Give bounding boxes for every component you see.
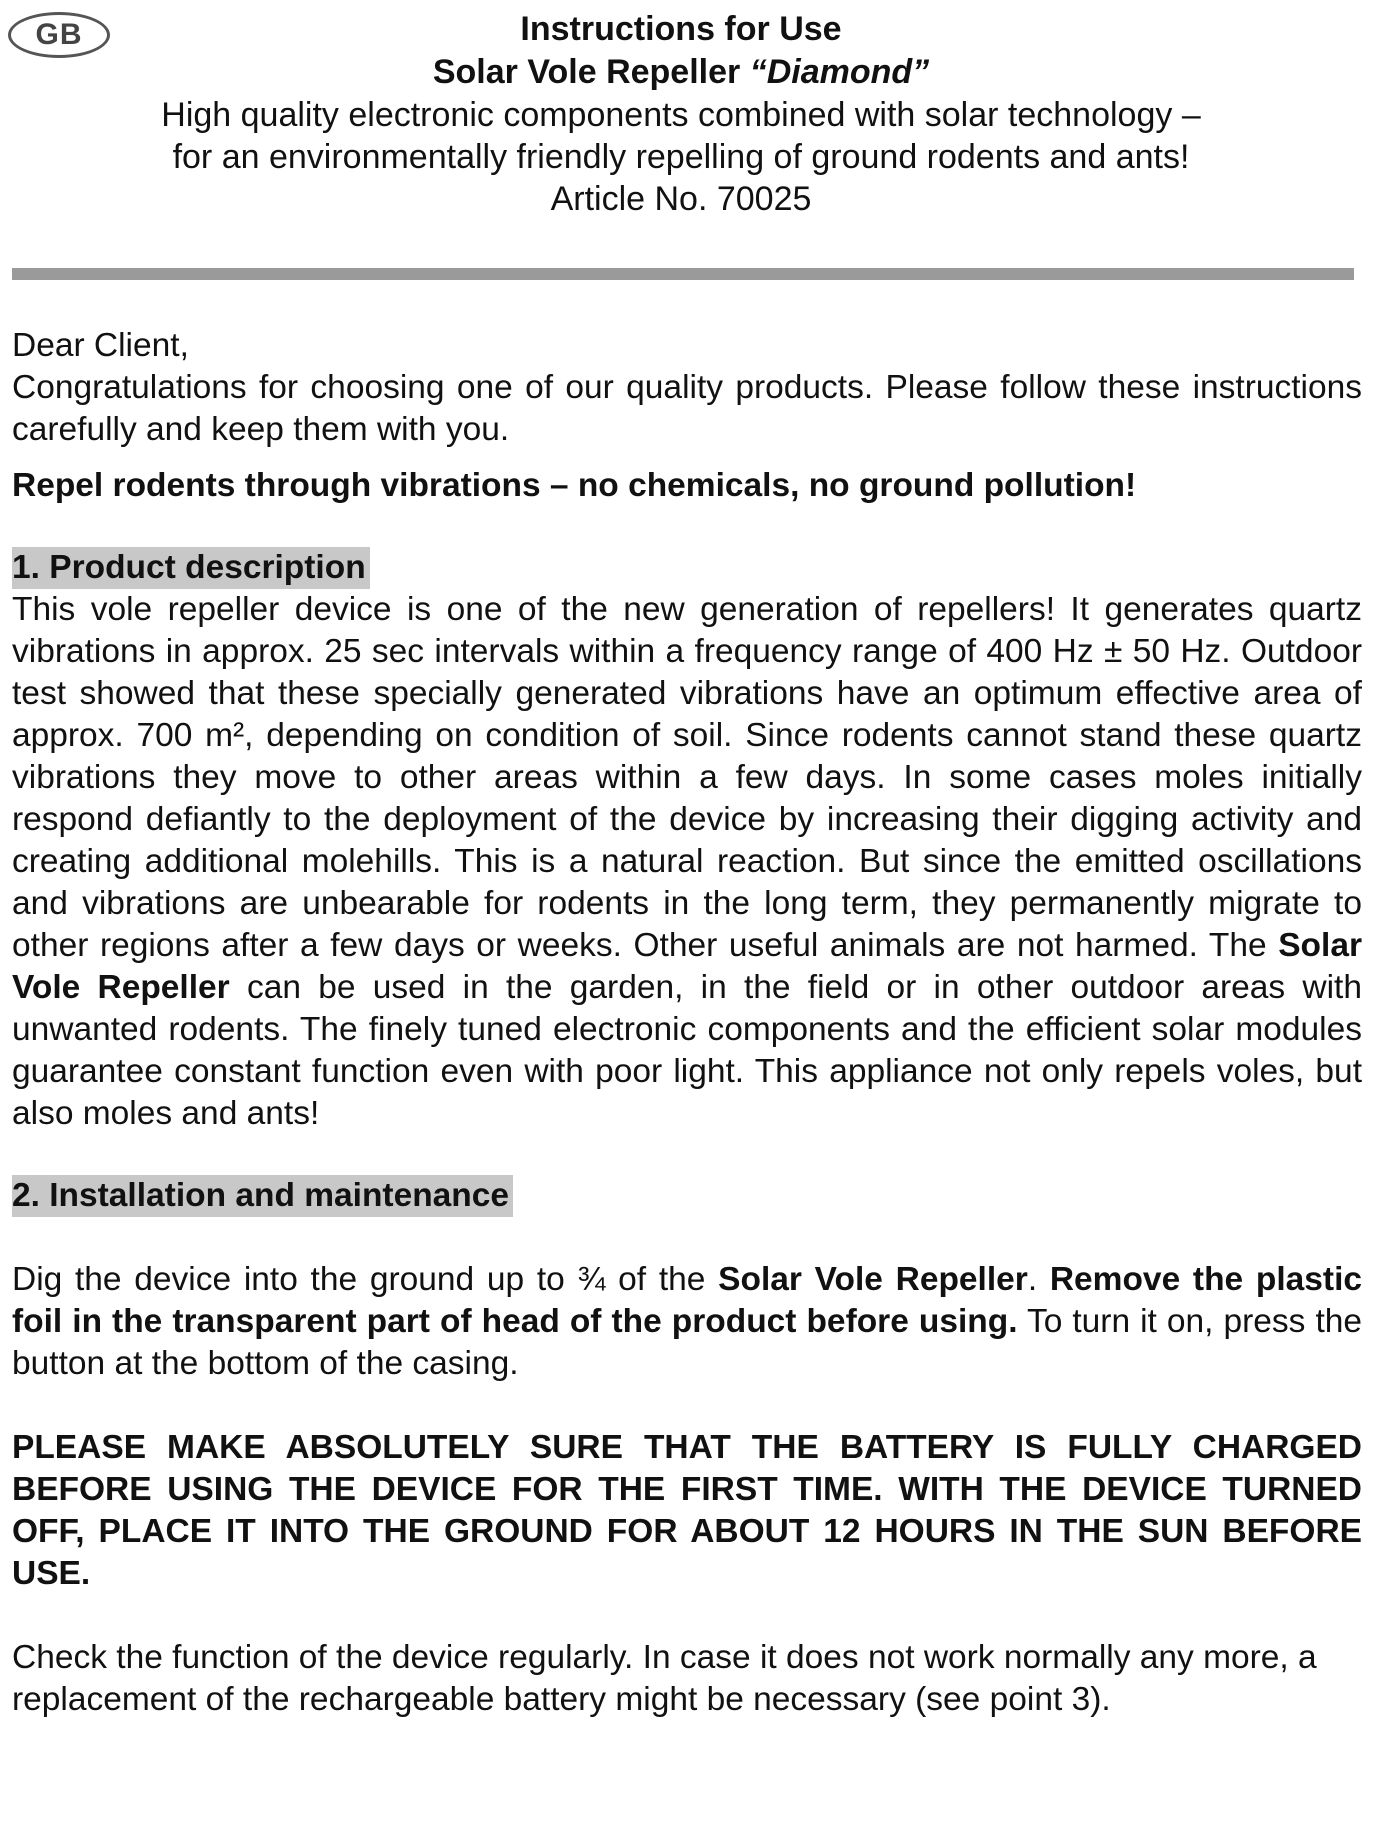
section-2-heading: 2. Installation and maintenance — [12, 1175, 513, 1217]
section-1-paragraph — [12, 589, 1362, 1135]
document-header — [0, 8, 1362, 220]
section-1-heading: 1. Product description — [12, 547, 370, 589]
intro-paragraph: Congratulations for choosing one of our quality products. Please follow these instructions carefully and keep them with you. — [12, 369, 1362, 448]
tagline-line-1: High quality electronic components combined with solar technology – — [161, 96, 1201, 134]
document-title: Instructions for Use — [520, 10, 842, 48]
section-2 — [12, 1175, 1362, 1721]
slogan: Repel rodents through vibrations – no chemicals, no ground pollution! — [12, 467, 1137, 504]
installation-product-name: Solar Vole Repeller — [718, 1261, 1028, 1298]
installation-text-b: . — [1027, 1261, 1050, 1298]
greeting: Dear Client, — [12, 327, 189, 364]
product-model-name: “Diamond” — [749, 53, 930, 91]
document-body — [12, 325, 1362, 1721]
article-number: Article No. 70025 — [550, 180, 812, 218]
battery-warning: PLEASE MAKE ABSOLUTELY SURE THAT THE BATTERY IS FULLY CHARGED BEFORE USING THE DEVICE FOR THE FIRST TIME. WITH THE DEVICE TURNED OFF, PLACE IT INTO THE GROUND FOR ABOUT 12 HOURS IN THE SUN BEFORE USE. — [12, 1429, 1362, 1592]
section-1-product-name: Solar Vole Repeller — [12, 927, 1362, 1006]
header-divider — [12, 268, 1354, 280]
installation-foil-note: Remove the plastic foil in the transparent part of head of the product before using. — [12, 1261, 1363, 1340]
tagline-line-2: for an environmentally friendly repelling of ground rodents and ants! — [172, 138, 1190, 176]
product-title — [0, 51, 1362, 94]
section-1 — [12, 547, 1362, 1135]
installation-text-a: Dig the device into the ground up to ¾ of the — [12, 1261, 719, 1298]
section-1-text-a: This vole repeller device is one of the new generation of repellers! It generates quartz vibrations in approx. 25 sec intervals within a frequency range of 400 Hz ± 50 Hz. Outdoor test showed that these specially generated vibrations have an optimum effective area of approx. 700 m², depending on condition of soil. Since rodents cannot stand these quartz vibrations they move to other areas within a few days. In some cases moles initially respond defiantly to the deployment of the device by increasing their digging activity and creating additional molehills. This is a natural reaction. But since the emitted oscillations and vibrations are unbearable for rodents in the long term, they permanently migrate to other regions after a few days or weeks. Other useful animals are not harmed. The — [12, 591, 1362, 964]
section-1-text-b: can be used in the garden, in the field or in other outdoor areas with unwanted rodents. The finely tuned electronic components and the efficient solar modules guarantee constant function even with poor light. This appliance not only repels voles, but also moles and ants! — [12, 969, 1362, 1132]
installation-text-c: To turn it on, press the button at the bottom of the casing. — [12, 1303, 1363, 1382]
country-badge-label: GB — [35, 18, 83, 51]
installation-paragraph — [12, 1259, 1362, 1385]
maintenance-paragraph: Check the function of the device regularly. In case it does not work normally any more, a replacement of the rechargeable battery might be necessary (see point 3). — [12, 1639, 1317, 1718]
product-title-prefix: Solar Vole Repeller — [432, 53, 750, 91]
